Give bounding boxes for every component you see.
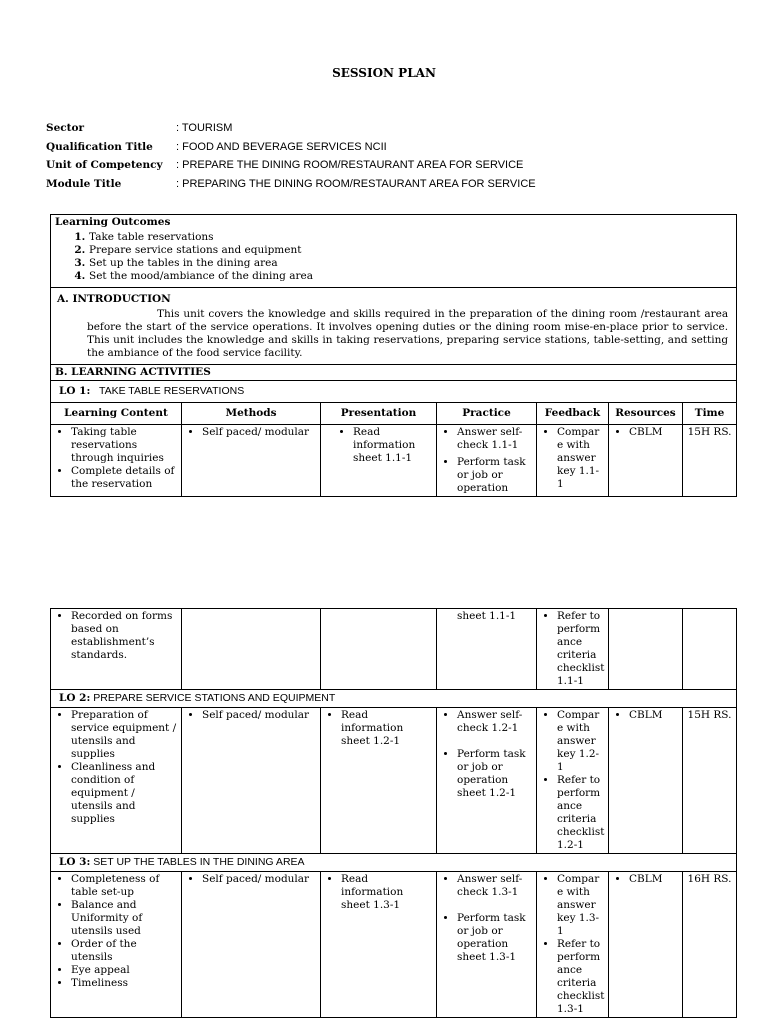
lo1-cont-time-cell [683,609,737,690]
col-header-time: Time [683,403,737,425]
lo1-time-cell: 15H RS. [683,425,737,497]
introduction-cell [51,288,737,365]
list-item: 4. Set the mood/ambiance of the dining area [89,270,732,283]
lo1-label: LO 1: [59,385,91,397]
meta-row-qualification [46,141,536,160]
list-item: • Compar e with answer key 1.1-1 [557,426,604,491]
meta-row-sector [46,122,536,141]
list-item: • Timeliness [71,977,177,990]
lo1-resources-cell [609,425,683,497]
lo1-cont-methods-cell [182,609,321,690]
list-item: • Preparation of service equipment / utensils and supplies [71,709,177,761]
list-item: • Self paced/ modular [202,426,316,439]
list-item: • Answer self-check 1.1-1 [457,426,532,452]
learning-outcomes-cell [51,215,737,288]
col-header-content: Learning Content [51,403,182,425]
table-row [51,609,737,690]
list-item: • Self paced/ modular [202,873,316,886]
learning-outcomes-heading: Learning Outcomes [55,216,171,228]
lo1-presentation-cell [321,425,437,497]
lo1-title: TAKE TABLE RESERVATIONS [98,385,245,397]
introduction-text: This unit covers the knowledge and skills required in the preparation of the dining room /restaurant area before the start of the service operations. It involves opening duties or the dining room mise-en-place prior to service. This unit includes the knowledge and skills in taking reservations, preparing service stations, table-setting, and setting the ambiance of the food service facility. [87,308,729,359]
list-item: • Perform task or job or operation sheet 1.2-1 [457,748,532,800]
lo1-feedback-cell [537,425,609,497]
lo2-practice-cell [437,708,537,854]
col-header-resources: Resources [609,403,683,425]
col-header-feedback: Feedback [537,403,609,425]
meta-value: : TOURISM [176,122,233,134]
lo1-cont-feedback-cell [537,609,609,690]
doc-title: SESSION PLAN [332,66,436,80]
list-item: • Read information sheet 1.2-1 [341,709,432,748]
lo3-resources-cell [609,872,683,1018]
list-item: 3. Set up the tables in the dining area [89,257,732,270]
list-item: • Recorded on forms based on establishment’s standards. [71,610,177,662]
list-item: 2. Prepare service stations and equipment [89,244,732,257]
list-item: • Refer to perform ance criteria checklist 1.3-1 [557,938,604,1016]
lo1-cont-resources-cell [609,609,683,690]
lo2-presentation-cell [321,708,437,854]
introduction-heading: A. INTRODUCTION [57,293,171,305]
list-item: • Compar e with answer key 1.2-1 [557,709,604,774]
lo1-heading [51,381,737,403]
lo3-methods-cell [182,872,321,1018]
list-item: • Compar e with answer key 1.3-1 [557,873,604,938]
lo3-time-cell: 16H RS. [683,872,737,1018]
lo2-label: LO 2: [59,692,91,704]
list-item: • Taking table reservations through inquiries [71,426,177,465]
session-table-part-1 [50,214,737,497]
lo1-cont-practice-cell [437,609,537,690]
lo3-presentation-cell [321,872,437,1018]
lo3-practice-cell [437,872,537,1018]
lo1-methods-cell [182,425,321,497]
lo2-methods-cell [182,708,321,854]
lo3-content-cell [51,872,182,1018]
lo3-feedback-cell [537,872,609,1018]
lo1-practice-cell [437,425,537,497]
meta-row-module [46,178,536,197]
list-item: • Cleanliness and condition of equipment / utensils and supplies [71,761,177,826]
lo2-feedback-cell [537,708,609,854]
lo2-time-cell: 15H RS. [683,708,737,854]
list-item: • Answer self-check 1.2-1 [457,709,532,735]
column-header-row [51,403,737,425]
table-row [51,425,737,497]
list-item: • Order of the utensils [71,938,177,964]
lo3-label: LO 3: [59,856,91,868]
lo1-cont-content-cell [51,609,182,690]
list-item: • Eye appeal [71,964,177,977]
lo1-cont-presentation-cell [321,609,437,690]
meta-key: Module Title [46,177,122,190]
table-row [51,708,737,854]
learning-activities-heading: B. LEARNING ACTIVITIES [51,365,737,381]
list-item: • Perform task or job or operation sheet 1.3-1 [457,912,532,964]
list-item: • Complete details of the reservation [71,465,177,491]
meta-value: : FOOD AND BEVERAGE SERVICES NCII [176,140,387,153]
lo2-resources-cell [609,708,683,854]
col-header-practice: Practice [437,403,537,425]
lo3-title: SET UP THE TABLES IN THE DINING AREA [93,856,305,868]
meta-value: : PREPARING THE DINING ROOM/RESTAURANT AREA FOR SERVICE [176,177,536,190]
list-item: • Read information sheet 1.3-1 [341,873,432,912]
table-row [51,872,737,1018]
list-item: • Perform task or job or operation [457,456,532,495]
session-table-part-2 [50,608,737,1018]
meta-key: Unit of Competency [46,159,163,171]
col-header-presentation: Presentation [321,403,437,425]
list-item: • Self paced/ modular [202,709,316,722]
list-item: • CBLM [629,709,678,722]
practice-text: sheet 1.1-1 [457,610,517,622]
learning-outcomes-list [55,231,732,283]
col-header-methods: Methods [182,403,321,425]
list-item: • Answer self-check 1.3-1 [457,873,532,899]
lo3-heading [51,854,737,872]
meta-key: Sector [46,122,85,134]
meta-key: Qualification Title [46,140,153,153]
lo1-content-cell [51,425,182,497]
meta-row-unit [46,159,536,178]
list-item: • CBLM [629,873,678,886]
list-item: • Balance and Uniformity of utensils used [71,899,177,938]
list-item: • Refer to perform ance criteria checklist 1.2-1 [557,774,604,852]
list-item: • CBLM [629,426,678,439]
list-item: 1. Take table reservations [89,231,732,244]
list-item: • Refer to perform ance criteria checklist 1.1-1 [557,610,604,688]
list-item: • Read information sheet 1.1-1 [353,426,432,465]
lo2-content-cell [51,708,182,854]
meta-block [46,122,536,196]
list-item: • Completeness of table set-up [71,873,177,899]
lo2-title: PREPARE SERVICE STATIONS AND EQUIPMENT [93,692,336,704]
meta-value: : PREPARE THE DINING ROOM/RESTAURANT AREA FOR SERVICE [176,159,524,171]
lo2-heading [51,690,737,708]
